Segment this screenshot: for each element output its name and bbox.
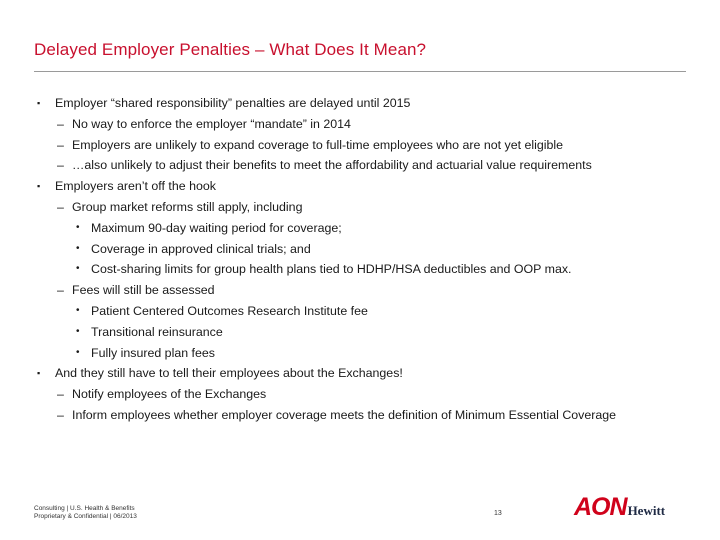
bullet-item [34, 176, 694, 197]
bullet-item [34, 280, 694, 301]
logo-hewitt-text: Hewitt [627, 503, 666, 518]
bullet-text: …also unlikely to adjust their benefits to meet the affordability and actuarial value requirements [72, 158, 592, 173]
footer-line: Proprietary & Confidential | 06/2013 [34, 513, 137, 520]
bullet-item [34, 363, 694, 384]
bullet-item [34, 322, 694, 343]
bullet-text: No way to enforce the employer “mandate” in 2014 [72, 116, 351, 131]
square-bullet-icon: ▪ [37, 98, 41, 108]
dot-bullet-icon: • [76, 325, 80, 337]
bullet-text: Employer “shared responsibility” penalties are delayed until 2015 [55, 96, 411, 110]
dash-bullet-icon: – [57, 407, 64, 422]
bullet-item [34, 239, 694, 260]
bullet-text: Coverage in approved clinical trials; and [91, 241, 311, 256]
bullet-text: Patient Centered Outcomes Research Institute fee [91, 303, 368, 318]
bullet-text: Employers aren’t off the hook [55, 179, 216, 194]
bullet-text: Transitional reinsurance [91, 324, 223, 339]
dash-bullet-icon: – [57, 137, 64, 152]
title-divider [34, 71, 686, 72]
footer [34, 505, 137, 521]
square-bullet-icon: ▪ [37, 368, 41, 379]
bullet-text: Notify employees of the Exchanges [72, 387, 267, 402]
bullet-item [34, 155, 694, 176]
bullet-text: Maximum 90-day waiting period for coverage; [91, 220, 342, 235]
bullet-text: And they still have to tell their employees about the Exchanges! [55, 366, 403, 381]
dash-bullet-icon: – [57, 283, 64, 298]
bullet-item [34, 93, 694, 114]
bullet-text: Fees will still be assessed [72, 283, 215, 298]
bullet-item [34, 301, 694, 322]
dash-bullet-icon: – [57, 116, 64, 131]
logo-aon-text: AON [574, 493, 627, 521]
slide-title: Delayed Employer Penalties – What Does It Mean? [34, 40, 427, 59]
bullet-item [34, 384, 694, 405]
bullet-text: Fully insured plan fees [91, 345, 215, 360]
bullet-text: Cost-sharing limits for group health plans tied to HDHP/HSA deductibles and OOP max. [91, 262, 572, 277]
footer-line: Consulting | U.S. Health & Benefits [34, 505, 135, 512]
dot-bullet-icon: • [76, 304, 80, 316]
dash-bullet-icon: – [57, 387, 64, 402]
bullet-list [34, 93, 694, 424]
bullet-item [34, 259, 694, 280]
bullet-text: Inform employees whether employer coverage meets the definition of Minimum Essential Coverage [72, 407, 617, 422]
dash-bullet-icon: – [57, 158, 64, 173]
dash-bullet-icon: – [57, 199, 64, 214]
bullet-text: Group market reforms still apply, including [72, 199, 303, 214]
square-bullet-icon: ▪ [37, 181, 41, 192]
bullet-item [34, 343, 694, 364]
bullet-item [34, 135, 694, 156]
dot-bullet-icon: • [76, 263, 80, 275]
bullet-item [34, 218, 694, 239]
dot-bullet-icon: • [76, 221, 80, 233]
bullet-item [34, 197, 694, 218]
bullet-text: Employers are unlikely to expand coverage to full-time employees who are not yet eligible [72, 137, 564, 152]
dot-bullet-icon: • [76, 346, 80, 358]
bullet-item [34, 405, 652, 424]
dot-bullet-icon: • [76, 242, 80, 254]
page-number: 13 [494, 510, 502, 517]
aon-hewitt-logo [574, 495, 665, 520]
bullet-item [34, 114, 694, 135]
